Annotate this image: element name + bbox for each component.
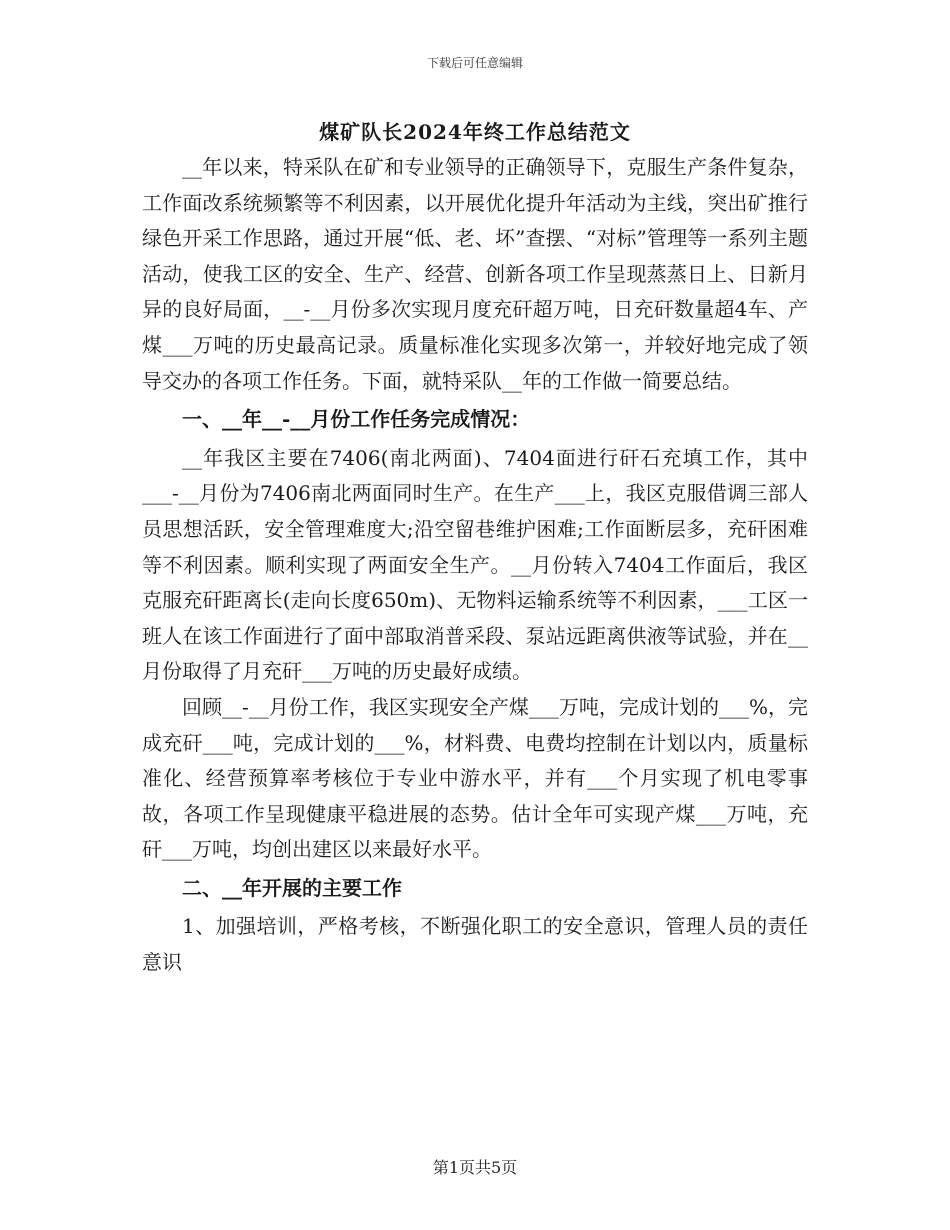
section-heading-1: 一、__年__-__月份工作任务完成情况：: [182, 407, 531, 432]
document-title: 煤矿队长2024年终工作总结范文: [319, 120, 631, 144]
paragraph-review: 回顾__-__月份工作，我区实现安全产煤___万吨，完成计划的___%，完成充矸___吨，完成计划的___%，材料费、电费均控制在计划以内，质量标准化、经营预算率考核位于专业中游水平，并有___个月实现了机电零事故，各项工作呈现健康平稳进展的态势。估计全年可实现产煤___万吨，充矸___万吨，均创出建区以来最好水平。: [142, 694, 808, 862]
document-body: [142, 150, 808, 981]
paragraph-section-1: __年我区主要在7406(南北两面)、7404面进行矸石充填工作，其中___-__月份为7406南北两面同时生产。在生产___上，我区克服借调三部人员思想活跃，安全管理难度大;沿空留巷维护困难;工作面断层多，充矸困难等不利因素。顺利实现了两面安全生产。__月份转入7404工作面后，我区克服充矸距离长(走向长度650m)、无物料运输系统等不利因素，___工区一班人在该工作面进行了面中部取消普采段、泵站远距离供液等试验，并在__月份取得了月充矸___万吨的历史最好成绩。: [142, 445, 808, 684]
paragraph-item-1: 1、加强培训，严格考核，不断强化职工的安全意识，管理人员的责任意识: [142, 914, 808, 975]
section-heading-2: 二、__年开展的主要工作: [182, 875, 402, 900]
paragraph-intro: __年以来，特采队在矿和专业领导的正确领导下，克服生产条件复杂，工作面改系统频繁等不利因素，以开展优化提升年活动为主线，突出矿推行绿色开采工作思路，通过开展“低、老、坏”查摆、“对标”管理等一系列主题活动，使我工区的安全、生产、经营、创新各项工作呈现蒸蒸日上、日新月异的良好局面，__-__月份多次实现月度充矸超万吨，日充矸数量超4车、产煤___万吨的历史最高记录。质量标准化实现多次第一，并较好地完成了领导交办的各项工作任务。下面，就特采队__年的工作做一简要总结。: [142, 155, 808, 393]
page-footer: 第1页共5页: [432, 1158, 518, 1177]
header-note: 下载后可任意编辑: [426, 56, 523, 70]
